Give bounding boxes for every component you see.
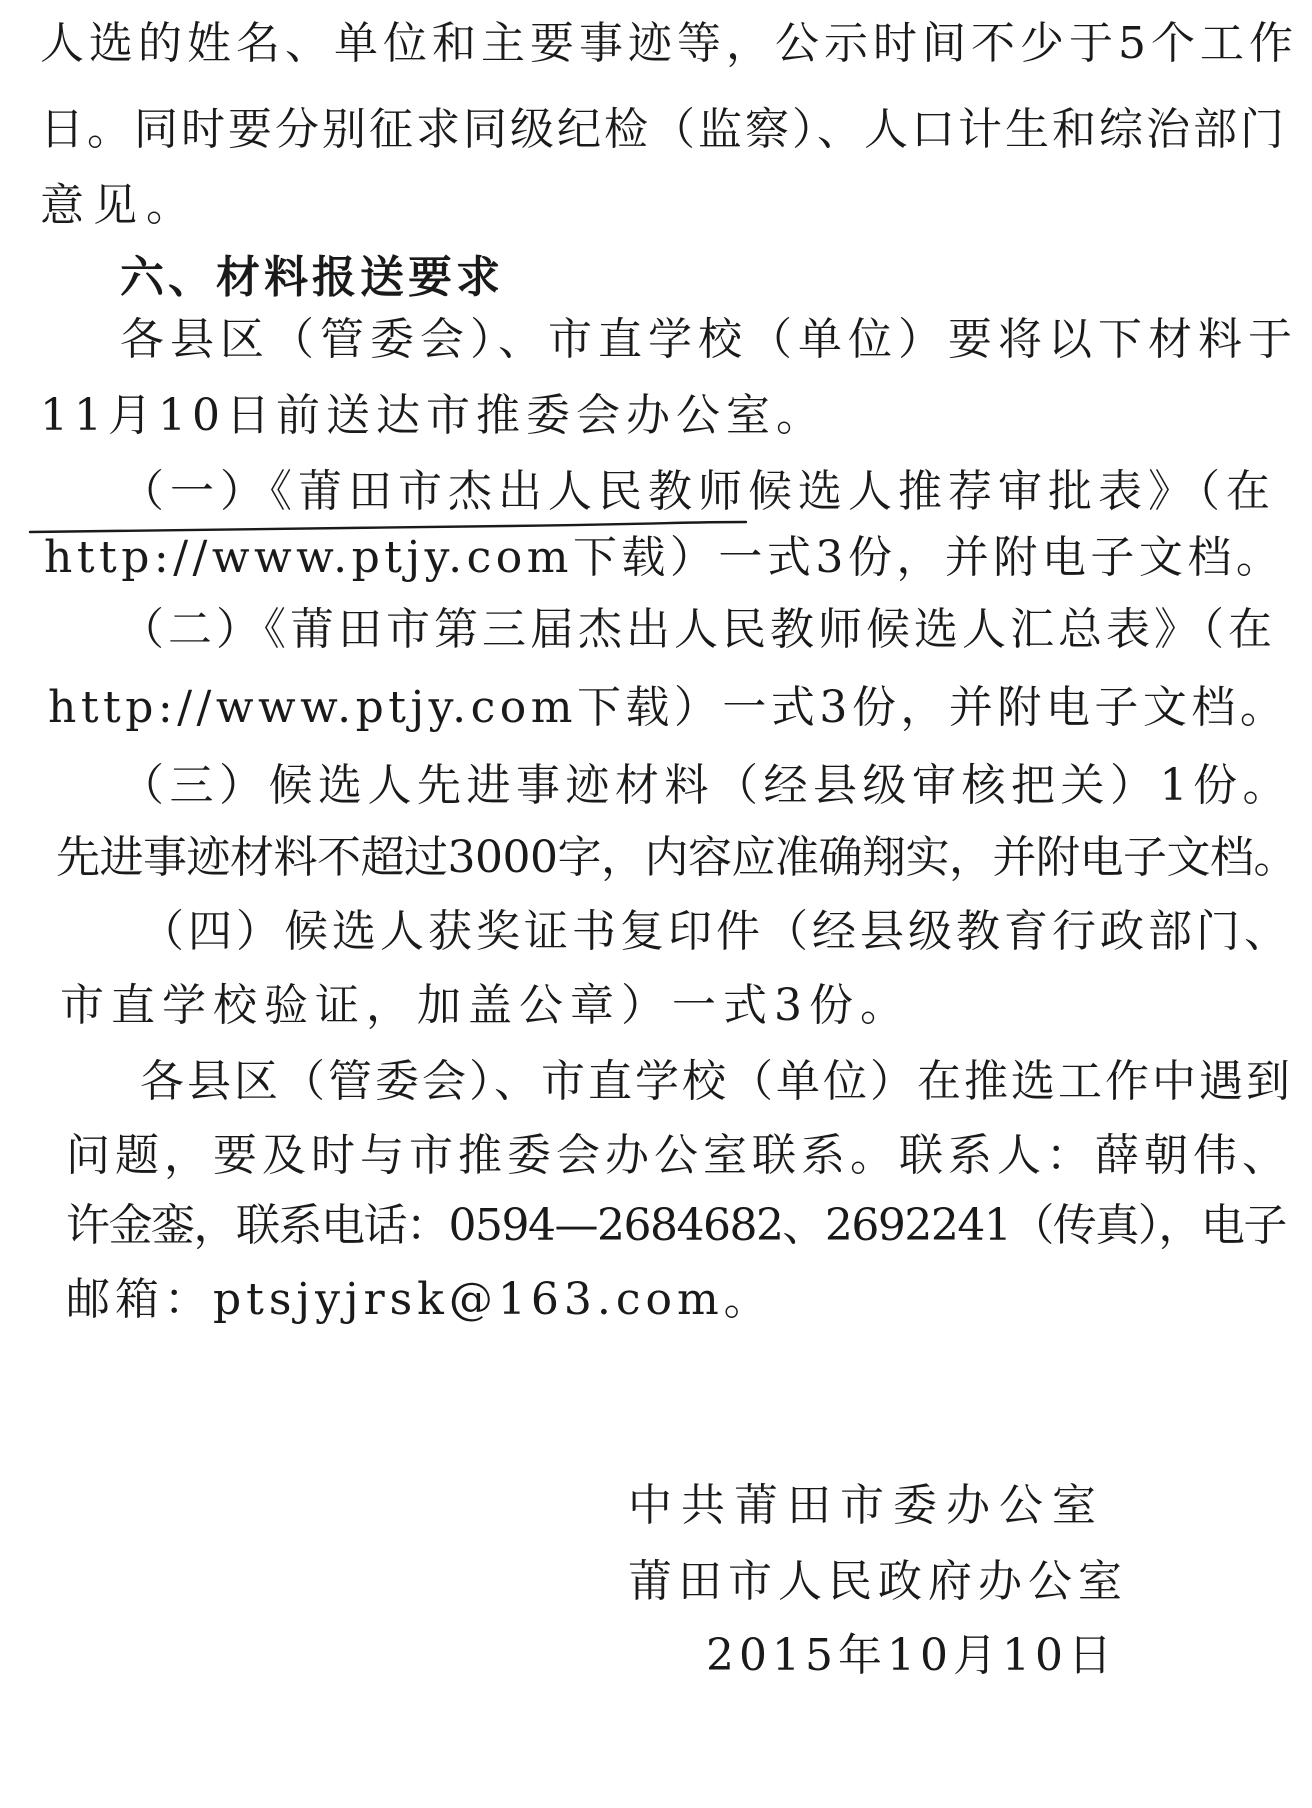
paragraph-line: （三）候选人先进事迹材料（经县级审核把关）1份。 xyxy=(120,760,1292,811)
paragraph-line: 各县区（管委会）、市直学校（单位）要将以下材料于 xyxy=(120,314,1298,365)
paragraph-line: 问题，要及时与市推委会办公室联系。联系人：薛朝伟、 xyxy=(66,1130,1291,1181)
issue-date: 2015年10月10日 xyxy=(706,1630,1117,1681)
issuer-name-government: 莆田市人民政府办公室 xyxy=(628,1556,1128,1607)
paragraph-line: 先进事迹材料不超过3000字，内容应准确翔实，并附电子文档。 xyxy=(56,832,1297,883)
paragraph-line: （四）候选人获奖证书复印件（经县级教育行政部门、 xyxy=(140,906,1292,957)
deadline-line: 11月10日前送达市推委会办公室。 xyxy=(40,390,826,441)
paragraph-line: （二）《莆田市第三届杰出人民教师候选人汇总表》（在 xyxy=(120,604,1276,655)
paragraph-line: 邮箱：ptsjyjrsk@163.com。 xyxy=(66,1274,773,1325)
issuer-name-party: 中共莆田市委办公室 xyxy=(628,1480,1105,1531)
paragraph-line: http://www.ptjy.com下载）一式3份，并附电子文档。 xyxy=(48,682,1289,733)
paragraph-line: 意见。 xyxy=(40,180,199,231)
paragraph-line: 各县区（管委会）、市直学校（单位）在推选工作中遇到 xyxy=(140,1056,1293,1107)
paragraph-line: http://www.ptjy.com下载）一式3份，并附电子文档。 xyxy=(44,532,1285,583)
paragraph-line: 日。同时要分别征求同级纪检（监察）、人口计生和综治部门 xyxy=(40,104,1287,155)
paragraph-line: 许金銮，联系电话：0594—2684682、2692241（传真），电子 xyxy=(66,1200,1286,1251)
paragraph-line: 人选的姓名、单位和主要事迹等，公示时间不少于5个工作 xyxy=(40,18,1298,69)
paragraph-line: （一）《莆田市杰出人民教师候选人推荐审批表》（在 xyxy=(120,466,1276,517)
section-heading: 六、材料报送要求 xyxy=(120,252,504,303)
paragraph-line: 市直学校验证，加盖公章）一式3份。 xyxy=(60,980,911,1031)
